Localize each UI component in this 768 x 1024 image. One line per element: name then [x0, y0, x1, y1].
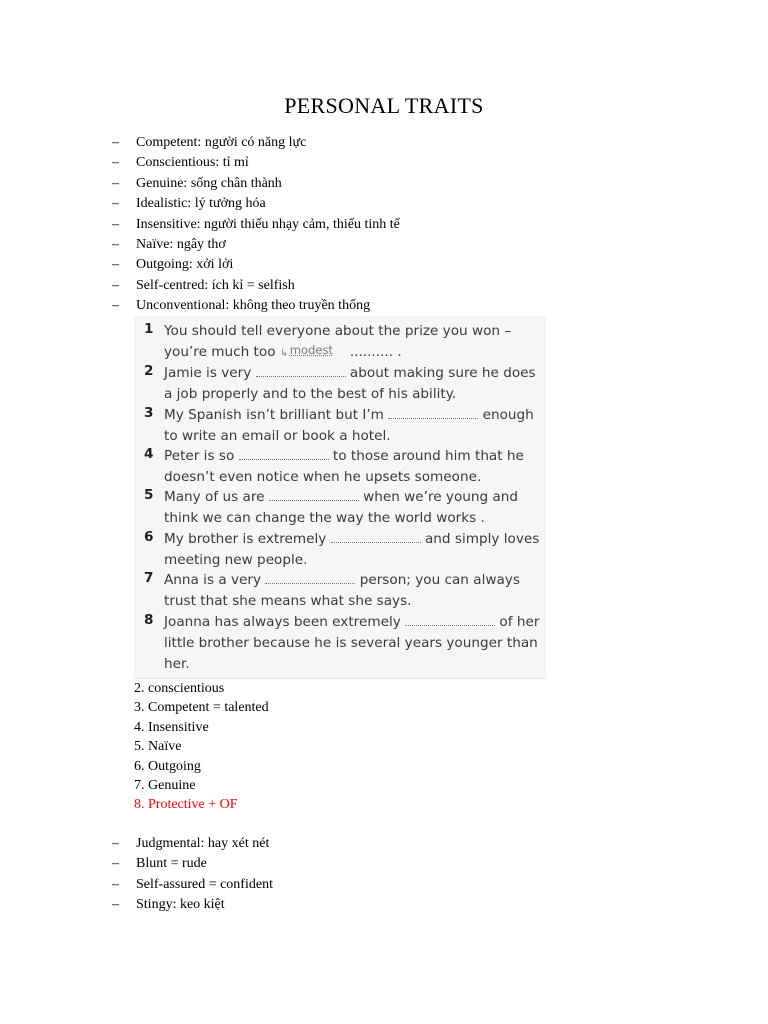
vocab-text: Unconventional: không theo truyền thống	[136, 298, 371, 314]
vocab-item	[112, 133, 400, 153]
vocab-item	[112, 276, 400, 296]
vocab-item	[112, 235, 400, 255]
dash-bullet: –	[112, 897, 119, 913]
pointer-cursor-icon: ↳	[279, 347, 289, 359]
vocabulary-list-1	[112, 133, 400, 317]
answer-item: 5. Naïve	[134, 739, 182, 755]
vocab-item	[112, 834, 273, 854]
dash-bullet: –	[112, 277, 119, 293]
exercise-number: 3	[144, 405, 154, 421]
vocab-item	[112, 296, 400, 316]
answer-blank	[256, 364, 346, 377]
answer-item: 7. Genuine	[134, 777, 196, 793]
exercise-text-end: .......... .	[349, 343, 402, 360]
exercise-image	[134, 316, 546, 679]
dash-bullet: –	[112, 856, 119, 872]
exercise-text: My Spanish isn’t brilliant but I’m	[164, 407, 389, 423]
vocab-text: Stingy: keo kiệt	[136, 897, 225, 913]
answer-item: 6. Outgoing	[134, 758, 201, 774]
vocab-text: Idealistic: lý tưởng hóa	[136, 196, 266, 212]
vocabulary-list-2	[112, 834, 273, 916]
vocab-text: Insensitive: người thiếu nhạy cảm, thiếu tinh tế	[136, 216, 400, 232]
vocab-item	[112, 854, 273, 874]
dash-bullet: –	[112, 196, 119, 212]
answer-item: 3. Competent = talented	[134, 700, 269, 716]
vocab-text: Outgoing: xởi lởi	[136, 257, 234, 273]
vocab-text: Self-centred: ích kỉ = selfish	[136, 277, 295, 293]
exercise-number: 7	[144, 570, 154, 586]
dash-bullet: –	[112, 135, 119, 150]
answer-list	[134, 679, 269, 815]
exercise-text: You should tell everyone about the prize you won – you’re much too	[164, 323, 512, 360]
exercise-text-end: about making sure he does a job properly and to the best of his ability.	[164, 365, 536, 402]
answer-blank	[269, 488, 359, 501]
exercise-number: 1	[144, 321, 154, 337]
vocab-item	[112, 194, 400, 214]
answer-blank	[265, 571, 355, 584]
exercise-number: 5	[144, 487, 154, 503]
vocab-text: Competent: người có năng lực	[136, 135, 307, 150]
vocab-text: Blunt = rude	[136, 856, 207, 872]
dash-bullet: –	[112, 236, 119, 252]
vocab-text: Genuine: sống chân thành	[136, 175, 282, 191]
vocab-text: Conscientious: tỉ mỉ	[136, 155, 249, 171]
exercise-text-end: enough to write an email or book a hotel.	[164, 407, 534, 444]
dash-bullet: –	[112, 876, 119, 892]
answer-blank	[405, 613, 495, 626]
answer-blank	[239, 447, 329, 460]
dash-bullet: –	[112, 175, 119, 191]
exercise-number: 8	[144, 612, 154, 628]
exercise-text-end: to those around him that he doesn’t even notice when he upsets someone.	[164, 448, 524, 485]
vocab-item	[112, 153, 400, 173]
exercise-text: Joanna has always been extremely	[164, 614, 406, 630]
vocab-item	[112, 895, 273, 915]
exercise-text-end: when we’re young and think we can change the way the world works .	[164, 489, 519, 526]
exercise-text-end: and simply loves meeting new people.	[164, 531, 540, 568]
exercise-number: 4	[144, 446, 154, 462]
vocab-item	[112, 875, 273, 895]
answer-item: 2. conscientious	[134, 681, 225, 696]
filled-answer: modest	[289, 342, 333, 357]
exercise-text: Jamie is very	[164, 365, 256, 381]
exercise-text-end: person; you can always trust that she means what she says.	[164, 572, 520, 609]
dash-bullet: –	[112, 257, 119, 273]
vocab-item	[112, 215, 400, 235]
exercise-text: Peter is so	[164, 448, 239, 464]
vocab-item	[112, 174, 400, 194]
vocab-text: Judgmental: hay xét nét	[136, 836, 270, 851]
dash-bullet: –	[112, 155, 119, 171]
dash-bullet: –	[112, 216, 119, 232]
exercise-number: 2	[144, 363, 154, 379]
vocab-text: Naïve: ngây thơ	[136, 236, 226, 252]
vocab-text: Self-assured = confident	[136, 876, 273, 892]
page-title: PERSONAL TRAITS	[284, 93, 484, 118]
answer-item: 4. Insensitive	[134, 719, 209, 735]
exercise-text-end: of her little brother because he is several years younger than her.	[164, 614, 540, 672]
answer-item: 8. Protective + OF	[134, 797, 238, 813]
vocab-item	[112, 255, 400, 275]
dash-bullet: –	[112, 836, 119, 851]
dash-bullet: –	[112, 298, 119, 314]
exercise-text: My brother is extremely	[164, 531, 331, 547]
exercise-number: 6	[144, 529, 154, 545]
answer-blank	[388, 406, 478, 419]
answer-blank	[331, 530, 421, 543]
exercise-text: Many of us are	[164, 489, 269, 505]
exercise-text: Anna is a very	[164, 572, 266, 588]
